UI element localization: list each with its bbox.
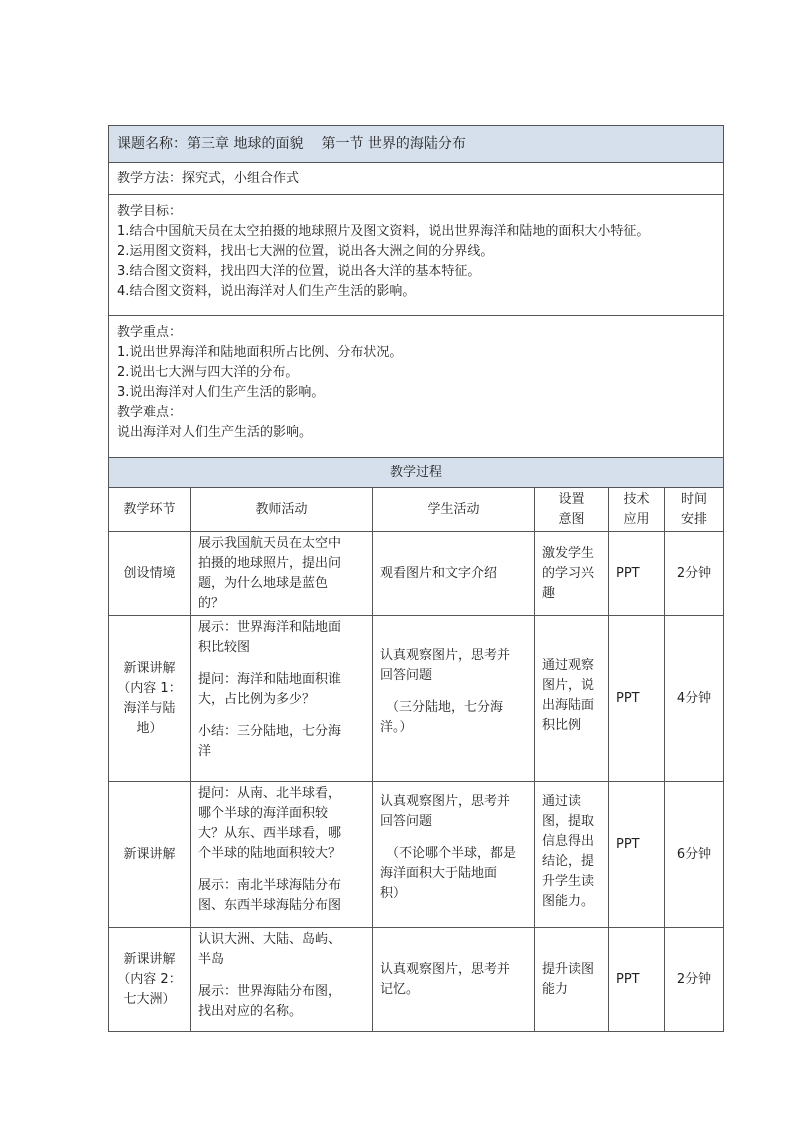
column-header-tech-line: 应用 — [623, 511, 650, 527]
intent-line: 图能力。 — [542, 894, 595, 909]
intent-line: 出海陆面 — [542, 698, 595, 713]
row-tech: PPT — [609, 532, 665, 616]
difficulty-heading: 教学难点： — [117, 405, 183, 420]
intent-line: 通过读 — [542, 794, 582, 809]
row-teacher-activity — [191, 616, 373, 782]
stage-line: 新课讲解 — [123, 660, 176, 676]
student-line: 认真观察图片，思考并 — [380, 648, 511, 663]
lesson-plan-table — [108, 125, 724, 1032]
table-row — [109, 782, 724, 928]
row-student-activity — [373, 616, 535, 782]
row-student-activity — [373, 532, 535, 616]
row-time: 2分钟 — [665, 532, 724, 616]
intent-line: 信息得出 — [542, 834, 595, 849]
table-row — [109, 532, 724, 616]
intent-line: 的学习兴 — [542, 565, 595, 581]
stage-line: 海洋与陆 — [123, 700, 176, 716]
lesson-section: 第一节 世界的海陆分布 — [321, 136, 466, 152]
student-line: 回答问题 — [380, 814, 433, 829]
intent-line: 升学生读 — [542, 874, 595, 889]
column-header-intent-line: 设置 — [558, 491, 585, 507]
student-line: 认真观察图片，思考并 — [380, 961, 511, 977]
student-line: 观看图片和文字介绍 — [380, 565, 498, 581]
row-time: 2分钟 — [665, 928, 724, 1032]
column-header-tech — [609, 488, 665, 532]
table-row — [109, 616, 724, 782]
keypoint-item: 3.说出海洋对人们生产生活的影响。 — [117, 385, 325, 400]
student-line: 海洋面积大于陆地面 — [380, 866, 498, 881]
column-header-time — [665, 488, 724, 532]
teacher-line: 积比较图 — [198, 640, 251, 655]
stage-line: （内容 2： — [117, 971, 182, 987]
student-line: （三分陆地，七分海 — [386, 700, 504, 715]
teaching-keypoints — [109, 316, 724, 458]
column-header-teacher: 教师活动 — [191, 488, 373, 532]
teacher-line: 大？从东、西半球看，哪 — [198, 826, 342, 841]
row-teacher-activity — [191, 782, 373, 928]
stage-line: （内容 1： — [117, 680, 182, 696]
lesson-title-label: 课题名称：第三章 地球的面貌 — [117, 136, 304, 152]
keypoint-item: 1.说出世界海洋和陆地面积所占比例、分布状况。 — [117, 345, 403, 360]
objective-item: 2.运用图文资料，找出七大洲的位置，说出各大洲之间的分界线。 — [117, 244, 494, 259]
process-heading: 教学过程 — [109, 458, 724, 488]
teacher-line: 找出对应的名称。 — [198, 1004, 303, 1019]
student-line: 认真观察图片，思考并 — [380, 794, 511, 809]
objective-item: 4.结合图文资料，说出海洋对人们生产生活的影响。 — [117, 284, 416, 299]
student-line: 记忆。 — [380, 981, 420, 997]
stage-line: 地） — [136, 720, 163, 736]
row-intent — [535, 782, 609, 928]
teacher-line: 图、东西半球海陆分布图 — [198, 898, 342, 913]
teacher-line: 提问：海洋和陆地面积谁 — [198, 672, 342, 687]
student-line: 积） — [380, 886, 407, 901]
teacher-line: 哪个半球的海洋面积较 — [198, 806, 329, 821]
row-time: 6分钟 — [665, 782, 724, 928]
column-header-tech-line: 技术 — [623, 491, 650, 507]
intent-line: 提升读图 — [542, 961, 595, 977]
teacher-line: 展示：南北半球海陆分布 — [198, 878, 342, 893]
intent-line: 积比例 — [542, 718, 582, 733]
teacher-line: 展示：世界海陆分布图， — [198, 984, 342, 999]
row-stage — [109, 532, 191, 616]
teacher-line: 提问：从南、北半球看， — [198, 786, 342, 801]
row-intent — [535, 616, 609, 782]
teacher-line: 的？ — [198, 595, 225, 611]
row-stage — [109, 782, 191, 928]
intent-line: 图片，说 — [542, 678, 595, 693]
teacher-line: 小结：三分陆地，七分海 — [198, 724, 342, 739]
student-line: 洋。） — [380, 720, 413, 735]
intent-line: 能力 — [542, 981, 569, 997]
intent-line: 激发学生 — [542, 545, 595, 561]
column-header-intent — [535, 488, 609, 532]
student-line: 回答问题 — [380, 668, 433, 683]
row-student-activity — [373, 782, 535, 928]
row-teacher-activity — [191, 532, 373, 616]
teacher-line: 题，为什么地球是蓝色 — [198, 575, 329, 591]
stage-line: 新课讲解 — [123, 846, 176, 862]
column-header-intent-line: 意图 — [558, 511, 585, 527]
column-header-time-line: 安排 — [680, 511, 707, 527]
table-row — [109, 928, 724, 1032]
teacher-line: 半岛 — [198, 952, 225, 967]
stage-line: 七大洲） — [123, 991, 176, 1007]
row-tech: PPT — [609, 782, 665, 928]
keypoints-heading: 教学重点： — [117, 325, 183, 340]
row-stage — [109, 616, 191, 782]
student-line: （不论哪个半球，都是 — [386, 846, 517, 861]
column-header-student: 学生活动 — [373, 488, 535, 532]
teacher-line: 认识大洲、大陆、岛屿、 — [198, 932, 342, 947]
column-header-stage: 教学环节 — [109, 488, 191, 532]
difficulty-text: 说出海洋对人们生产生活的影响。 — [117, 425, 313, 440]
objectives-heading: 教学目标： — [117, 204, 183, 219]
intent-line: 结论，提 — [542, 854, 595, 869]
intent-line: 通过观察 — [542, 658, 595, 673]
column-header-time-line: 时间 — [680, 491, 707, 507]
keypoint-item: 2.说出七大洲与四大洋的分布。 — [117, 365, 299, 380]
objective-item: 3.结合图文资料，找出四大洋的位置，说出各大洋的基本特征。 — [117, 264, 481, 279]
teacher-line: 展示：世界海洋和陆地面 — [198, 620, 342, 635]
teacher-line: 个半球的陆地面积较大？ — [198, 846, 342, 861]
row-teacher-activity — [191, 928, 373, 1032]
teacher-line: 洋 — [198, 744, 212, 759]
row-intent — [535, 928, 609, 1032]
process-column-headers — [109, 488, 724, 532]
teacher-line: 展示我国航天员在太空中 — [198, 535, 342, 551]
row-tech: PPT — [609, 616, 665, 782]
row-tech: PPT — [609, 928, 665, 1032]
lesson-plan-document — [108, 125, 723, 1032]
stage-line: 创设情境 — [123, 565, 176, 581]
objective-item: 1.结合中国航天员在太空拍摄的地球照片及图文资料，说出世界海洋和陆地的面积大小特征。 — [117, 224, 650, 239]
row-stage — [109, 928, 191, 1032]
lesson-title — [109, 126, 724, 163]
teacher-line: 拍摄的地球照片，提出问 — [198, 555, 342, 571]
teaching-objectives — [109, 195, 724, 316]
teacher-line: 大，占比例为多少？ — [198, 692, 316, 707]
stage-line: 新课讲解 — [123, 951, 176, 967]
row-time: 4分钟 — [665, 616, 724, 782]
intent-line: 趣 — [542, 585, 556, 601]
row-student-activity — [373, 928, 535, 1032]
teaching-method: 教学方法：探究式，小组合作式 — [109, 163, 724, 195]
row-intent — [535, 532, 609, 616]
intent-line: 图，提取 — [542, 814, 595, 829]
